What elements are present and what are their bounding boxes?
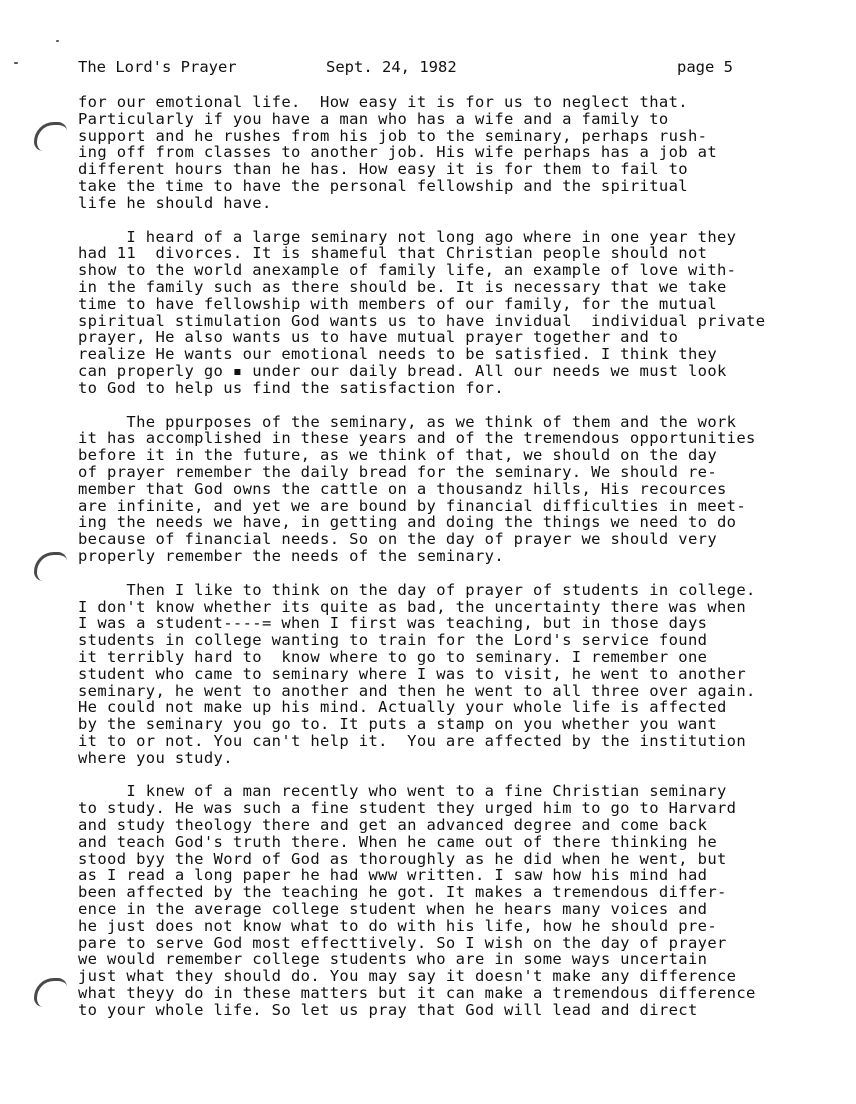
text-line: I heard of a large seminary not long ago where in one year they — [78, 227, 737, 246]
text-line: been affected by the teaching he got. It makes a tremendous differ- — [78, 883, 727, 902]
text-line: ing the needs we have, in getting and doing the things we need to do — [78, 513, 737, 532]
text-line: life he should have. — [78, 193, 272, 212]
text-line: are infinite, and yet we are bound by financial difficulties in meet- — [78, 496, 747, 515]
text-line: ence in the average college student when he hears many voices and — [78, 900, 708, 919]
text-line: ing off from classes to another job. His wife perhaps has a job at — [78, 143, 717, 162]
text-line: can properly go ▪ under our daily bread. All our needs we must look — [78, 361, 727, 380]
text-line: pare to serve God most effecttively. So I wish on the day of prayer — [78, 933, 727, 952]
punch-hole-mark-middle — [34, 552, 67, 581]
punch-hole-mark-bottom — [34, 978, 67, 1007]
text-line: because of financial needs. So on the day of prayer we should very — [78, 530, 717, 549]
text-line: it has accomplished in these years and of the tremendous opportunities — [78, 429, 756, 448]
header-page-number: page 5 — [677, 58, 733, 76]
paragraph — [78, 229, 838, 397]
text-line: of prayer remember the daily bread for the seminary. We should re- — [78, 462, 717, 481]
text-line: different hours than he has. How easy it is for them to fail to — [78, 160, 688, 179]
text-line: for our emotional life. How easy it is for us to neglect that. — [78, 93, 688, 111]
punch-hole-mark-top — [34, 122, 67, 151]
text-line: I don't know whether its quite as bad, the uncertainty there was when — [78, 597, 747, 616]
text-line: he just does not know what to do with his life, how he should pre- — [78, 916, 717, 935]
text-line: I was a student----= when I first was teaching, but in those days — [78, 614, 708, 633]
text-line: and teach God's truth there. When he came out of there thinking he — [78, 832, 717, 851]
text-line: before it in the future, as we think of that, we should on the day — [78, 446, 717, 465]
text-line: had 11 divorces. It is shameful that Christian people should not — [78, 244, 708, 263]
text-line: to study. He was such a fine student they urged him to go to Harvard — [78, 799, 737, 818]
paragraph-gap — [78, 397, 838, 414]
paragraph-gap — [78, 766, 838, 783]
text-line: in the family such as there should be. It is necessary that we take — [78, 277, 727, 296]
text-line: I knew of a man recently who went to a fine Christian seminary — [78, 782, 727, 801]
text-line: properly remember the needs of the seminary. — [78, 546, 504, 565]
text-line: Then I like to think on the day of prayer of students in college. — [78, 580, 756, 599]
paragraph — [78, 94, 838, 212]
text-line: and study theology there and get an advanced degree and come back — [78, 816, 708, 835]
ink-speck — [56, 40, 59, 42]
paragraph — [78, 582, 838, 767]
text-line: to God to help us find the satisfaction for. — [78, 378, 504, 397]
header-date: Sept. 24, 1982 — [326, 58, 457, 76]
text-line: student who came to seminary where I was to visit, he went to another — [78, 664, 747, 683]
text-line: time to have fellowship with members of our family, for the mutual — [78, 294, 717, 313]
text-line: we would remember college students who are in some ways uncertain — [78, 950, 708, 969]
text-line: to your whole life. So let us pray that God will lead and direct — [78, 1000, 698, 1019]
paragraph-gap — [78, 565, 838, 582]
text-line: what theyy do in these matters but it can make a tremendous difference — [78, 984, 756, 1003]
text-line: The ppurposes of the seminary, as we think of them and the work — [78, 412, 737, 431]
ink-speck — [14, 62, 18, 64]
text-line: He could not make up his mind. Actually your whole life is affected — [78, 698, 727, 717]
paragraph — [78, 414, 838, 565]
text-line: just what they should do. You may say it doesn't make any difference — [78, 967, 737, 986]
text-line: show to the world anexample of family life, an example of love with- — [78, 261, 737, 280]
paragraph — [78, 783, 838, 1018]
text-line: as I read a long paper he had www written. I saw how his mind had — [78, 866, 708, 885]
text-line: stood byy the Word of God as thoroughly as he did when he went, but — [78, 849, 727, 868]
text-line: where you study. — [78, 748, 233, 767]
header-title: The Lord's Prayer — [78, 58, 237, 76]
text-line: realize He wants our emotional needs to be satisfied. I think they — [78, 345, 717, 364]
text-line: students in college wanting to train for the Lord's service found — [78, 631, 708, 650]
text-line: by the seminary you go to. It puts a stamp on you whether you want — [78, 715, 717, 734]
text-line: it terribly hard to know where to go to seminary. I remember one — [78, 647, 708, 666]
text-line: spiritual stimulation God wants us to have invidual individual private — [78, 311, 766, 330]
text-line: it to or not. You can't help it. You are affected by the institution — [78, 731, 747, 750]
text-line: Particularly if you have a man who has a wife and a family to — [78, 109, 669, 128]
text-line: member that God owns the cattle on a thousandz hills, His recources — [78, 479, 727, 498]
text-line: seminary, he went to another and then he went to all three over again. — [78, 681, 756, 700]
text-line: take the time to have the personal fellowship and the spiritual — [78, 176, 688, 195]
paragraph-gap — [78, 212, 838, 229]
body-text — [78, 94, 838, 1019]
text-line: support and he rushes from his job to the seminary, perhaps rush- — [78, 126, 708, 145]
text-line: prayer, He also wants us to have mutual prayer together and to — [78, 328, 679, 347]
